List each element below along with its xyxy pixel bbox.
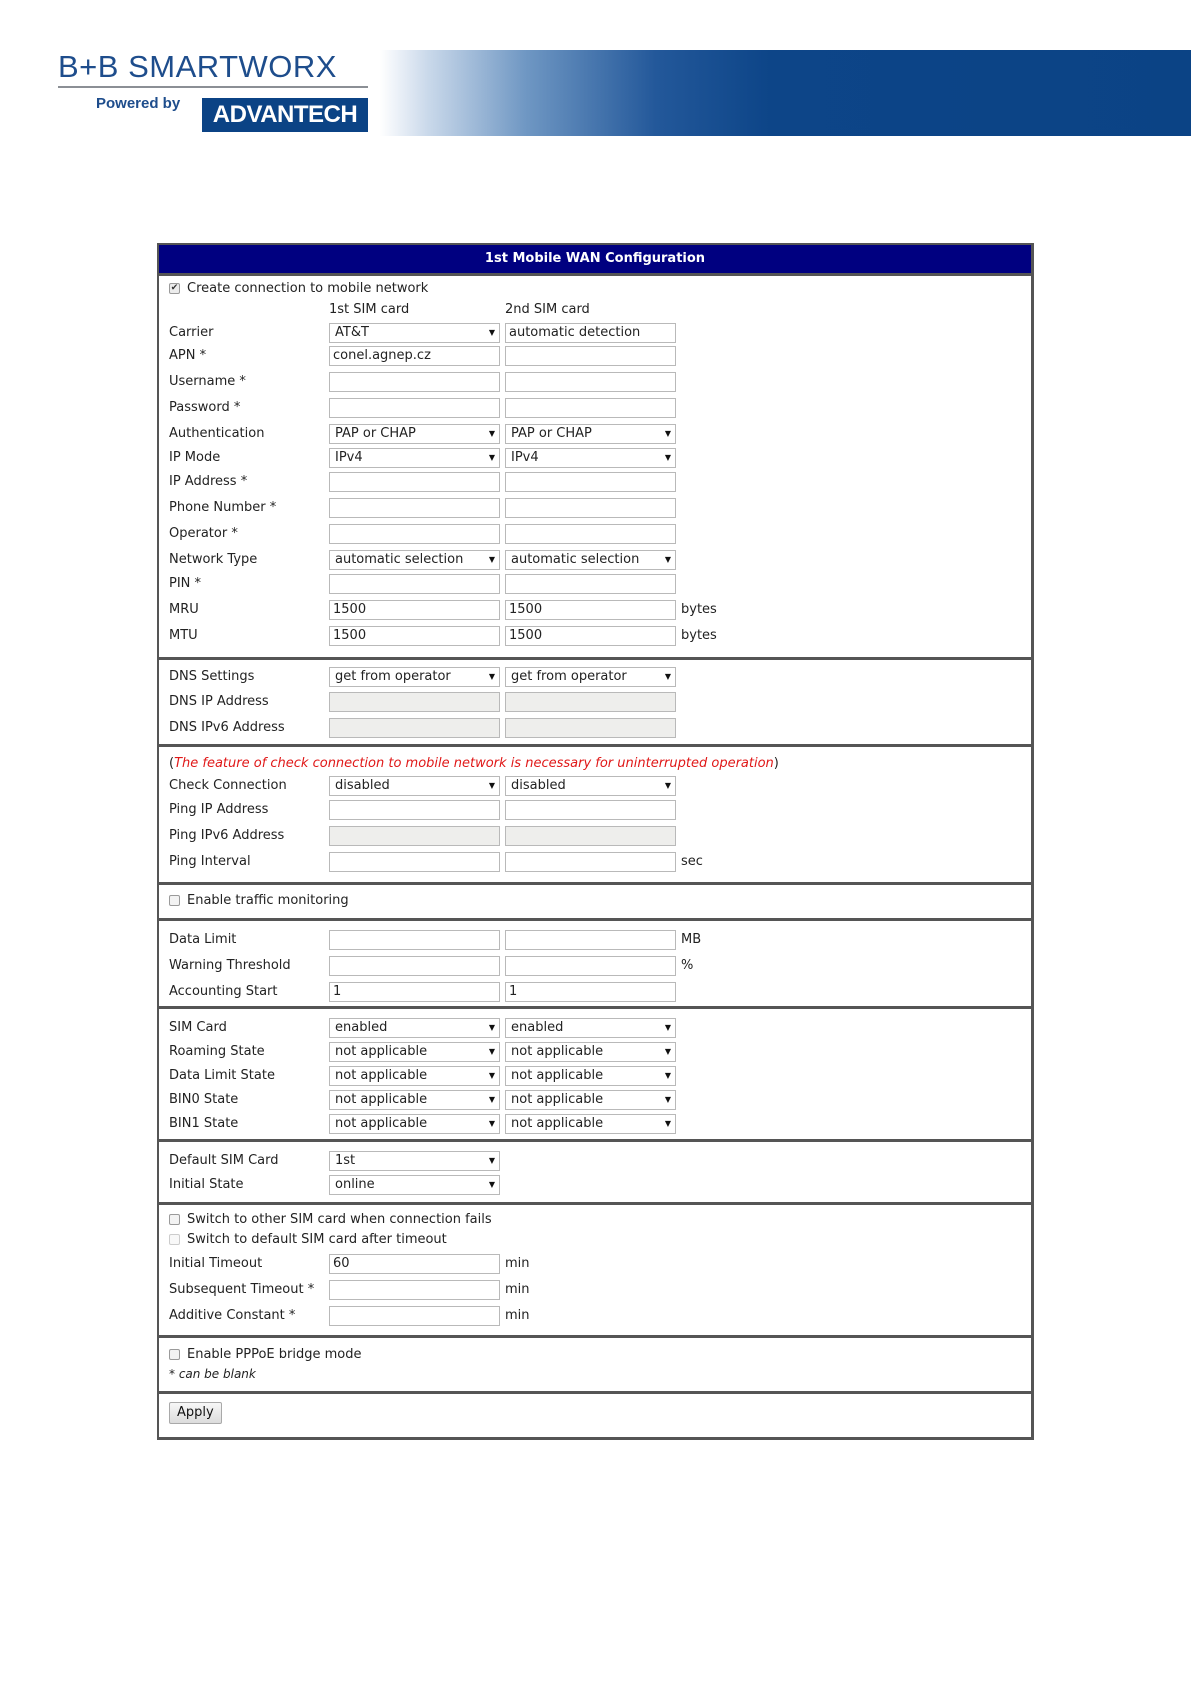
dns-ip-input-sim1[interactable] bbox=[329, 692, 500, 712]
data-limit-input-sim1[interactable] bbox=[329, 930, 500, 950]
switch-other-row bbox=[159, 1209, 1031, 1229]
dns-ip-label: DNS IP Address bbox=[169, 694, 269, 709]
dns-ipv6-label: DNS IPv6 Address bbox=[169, 720, 285, 735]
ping-interval-label: Ping Interval bbox=[169, 854, 251, 869]
subsequent-timeout-input[interactable] bbox=[329, 1280, 500, 1300]
roaming-state-select-sim2[interactable]: not applicable ▼ bbox=[505, 1042, 676, 1062]
row-subsequent-timeout bbox=[159, 1277, 1031, 1303]
ip-mode-select-sim1[interactable]: IPv4 ▼ bbox=[329, 448, 500, 468]
operator-input-sim2[interactable] bbox=[505, 524, 676, 544]
row-carrier bbox=[159, 320, 1031, 343]
row-pin bbox=[159, 571, 1031, 597]
create-connection-checkbox[interactable]: ✔ bbox=[170, 283, 179, 293]
row-ip-mode bbox=[159, 445, 1031, 469]
switch-other-label: Switch to other SIM card when connection fails bbox=[187, 1212, 492, 1227]
data-limit-label: Data Limit bbox=[169, 932, 237, 947]
phone-number-label: Phone Number * bbox=[169, 500, 277, 515]
check-connection-select-sim2[interactable]: disabled ▼ bbox=[505, 776, 676, 796]
blank-note: * can be blank bbox=[169, 1367, 256, 1381]
row-ping-interval bbox=[159, 849, 1031, 875]
network-type-select-sim1[interactable]: automatic selection ▼ bbox=[329, 550, 500, 570]
row-dns-ip bbox=[159, 689, 1031, 715]
row-data-limit bbox=[159, 927, 1031, 953]
carrier-select-sim2[interactable]: automatic detection bbox=[505, 323, 676, 343]
additive-constant-input[interactable] bbox=[329, 1306, 500, 1326]
data-limit-state-select-sim1[interactable]: not applicable ▼ bbox=[329, 1066, 500, 1086]
ping-ipv6-label: Ping IPv6 Address bbox=[169, 828, 285, 843]
row-ip-address bbox=[159, 469, 1031, 495]
check-connection-label: Check Connection bbox=[169, 778, 287, 793]
apn-label: APN * bbox=[169, 348, 207, 363]
mru-input-sim2[interactable]: 1500 bbox=[505, 600, 676, 620]
bin0-state-select-sim1[interactable]: not applicable ▼ bbox=[329, 1090, 500, 1110]
advantech-logo: ADVANTECH bbox=[202, 98, 368, 132]
warning-threshold-label: Warning Threshold bbox=[169, 958, 291, 973]
check-connection-warning: The feature of check connection to mobile network is necessary for uninterrupted operation bbox=[174, 756, 774, 771]
username-input-sim2[interactable] bbox=[505, 372, 676, 392]
sim-card-select-sim2[interactable]: enabled ▼ bbox=[505, 1018, 676, 1038]
authentication-select-sim2[interactable]: PAP or CHAP ▼ bbox=[505, 424, 676, 444]
traffic-monitoring-checkbox[interactable] bbox=[169, 895, 180, 906]
section-dns bbox=[159, 657, 1031, 744]
apply-button[interactable]: Apply bbox=[169, 1402, 222, 1424]
section-sim-states bbox=[159, 1006, 1031, 1139]
phone-number-input-sim1[interactable] bbox=[329, 498, 500, 518]
additive-constant-unit: min bbox=[505, 1308, 530, 1323]
row-dns-settings bbox=[159, 664, 1031, 689]
ip-mode-label: IP Mode bbox=[169, 450, 221, 465]
mru-label: MRU bbox=[169, 602, 199, 617]
ping-interval-unit: sec bbox=[681, 854, 703, 869]
create-connection-row bbox=[159, 276, 1031, 300]
dns-settings-select-sim1[interactable]: get from operator ▼ bbox=[329, 667, 500, 687]
initial-timeout-label: Initial Timeout bbox=[169, 1256, 263, 1271]
dns-ipv6-input-sim2[interactable] bbox=[505, 718, 676, 738]
bin0-state-select-sim2[interactable]: not applicable ▼ bbox=[505, 1090, 676, 1110]
ping-ipv6-input-sim1[interactable] bbox=[329, 826, 500, 846]
row-check-connection bbox=[159, 773, 1031, 797]
authentication-label: Authentication bbox=[169, 426, 265, 441]
row-initial-state bbox=[159, 1172, 1031, 1196]
mtu-label: MTU bbox=[169, 628, 198, 643]
password-input-sim1[interactable] bbox=[329, 398, 500, 418]
pppoe-row bbox=[159, 1344, 1031, 1366]
mru-unit: bytes bbox=[681, 602, 717, 617]
carrier-label: Carrier bbox=[169, 325, 214, 340]
initial-state-label: Initial State bbox=[169, 1177, 244, 1192]
mtu-input-sim1[interactable]: 1500 bbox=[329, 626, 500, 646]
accounting-start-input-sim2[interactable]: 1 bbox=[505, 982, 676, 1002]
data-limit-input-sim2[interactable] bbox=[505, 930, 676, 950]
sim-card-label: SIM Card bbox=[169, 1020, 227, 1035]
section-sim-switching bbox=[159, 1202, 1031, 1335]
data-limit-state-select-sim2[interactable]: not applicable ▼ bbox=[505, 1066, 676, 1086]
ip-address-input-sim1[interactable] bbox=[329, 472, 500, 492]
operator-input-sim1[interactable] bbox=[329, 524, 500, 544]
column-headers bbox=[159, 300, 1031, 320]
subsequent-timeout-label: Subsequent Timeout * bbox=[169, 1282, 315, 1297]
accounting-start-label: Accounting Start bbox=[169, 984, 278, 999]
accounting-start-input-sim1[interactable]: 1 bbox=[329, 982, 500, 1002]
header-banner bbox=[380, 50, 1191, 136]
initial-state-select[interactable]: online ▼ bbox=[329, 1175, 500, 1195]
warning-threshold-input-sim2[interactable] bbox=[505, 956, 676, 976]
create-connection-label: Create connection to mobile network bbox=[187, 281, 429, 296]
row-warning-threshold bbox=[159, 953, 1031, 979]
warning-threshold-unit: % bbox=[681, 958, 694, 973]
operator-label: Operator * bbox=[169, 526, 238, 541]
row-bin0-state bbox=[159, 1087, 1031, 1111]
traffic-monitoring-label: Enable traffic monitoring bbox=[187, 893, 349, 908]
ping-ip-label: Ping IP Address bbox=[169, 802, 269, 817]
ping-interval-input-sim1[interactable] bbox=[329, 852, 500, 872]
row-phone-number bbox=[159, 495, 1031, 521]
data-limit-state-label: Data Limit State bbox=[169, 1068, 275, 1083]
ip-mode-select-sim2[interactable]: IPv4 ▼ bbox=[505, 448, 676, 468]
dns-ip-input-sim2[interactable] bbox=[505, 692, 676, 712]
switch-default-checkbox[interactable] bbox=[169, 1234, 180, 1245]
ping-ip-input-sim1[interactable] bbox=[329, 800, 500, 820]
row-data-limit-state bbox=[159, 1063, 1031, 1087]
phone-number-input-sim2[interactable] bbox=[505, 498, 676, 518]
brand-logo bbox=[58, 50, 368, 136]
dns-settings-select-sim2[interactable]: get from operator ▼ bbox=[505, 667, 676, 687]
carrier-select-sim1[interactable]: AT&T ▼ bbox=[329, 323, 500, 343]
username-label: Username * bbox=[169, 374, 246, 389]
dns-ipv6-input-sim1[interactable] bbox=[329, 718, 500, 738]
switch-default-row bbox=[159, 1229, 1031, 1251]
powered-by-text: Powered by bbox=[96, 95, 181, 112]
check-connection-select-sim1[interactable]: disabled ▼ bbox=[329, 776, 500, 796]
additive-constant-label: Additive Constant * bbox=[169, 1308, 296, 1323]
col-header-sim1: 1st SIM card bbox=[329, 302, 410, 317]
row-network-type bbox=[159, 547, 1031, 571]
mobile-wan-config-panel bbox=[157, 243, 1034, 1440]
row-sim-card bbox=[159, 1015, 1031, 1039]
default-sim-label: Default SIM Card bbox=[169, 1153, 279, 1168]
ip-address-label: IP Address * bbox=[169, 474, 248, 489]
password-label: Password * bbox=[169, 400, 241, 415]
pin-label: PIN * bbox=[169, 576, 202, 591]
password-input-sim2[interactable] bbox=[505, 398, 676, 418]
row-bin1-state bbox=[159, 1111, 1031, 1135]
mtu-unit: bytes bbox=[681, 628, 717, 643]
data-limit-unit: MB bbox=[681, 932, 702, 947]
authentication-select-sim1[interactable]: PAP or CHAP ▼ bbox=[329, 424, 500, 444]
username-input-sim1[interactable] bbox=[329, 372, 500, 392]
row-authentication bbox=[159, 421, 1031, 445]
mru-input-sim1[interactable]: 1500 bbox=[329, 600, 500, 620]
mtu-input-sim2[interactable]: 1500 bbox=[505, 626, 676, 646]
ping-ip-input-sim2[interactable] bbox=[505, 800, 676, 820]
ping-interval-input-sim2[interactable] bbox=[505, 852, 676, 872]
section-sim-settings bbox=[159, 273, 1031, 657]
roaming-state-label: Roaming State bbox=[169, 1044, 265, 1059]
pin-input-sim2[interactable] bbox=[505, 574, 676, 594]
note-open-paren: ( bbox=[169, 756, 175, 771]
default-sim-select[interactable]: 1st ▼ bbox=[329, 1151, 500, 1171]
row-username bbox=[159, 369, 1031, 395]
network-type-label: Network Type bbox=[169, 552, 258, 567]
col-header-sim2: 2nd SIM card bbox=[505, 302, 590, 317]
pin-input-sim1[interactable] bbox=[329, 574, 500, 594]
bin1-state-label: BIN1 State bbox=[169, 1116, 239, 1131]
row-mru bbox=[159, 597, 1031, 623]
row-accounting-start bbox=[159, 979, 1031, 1005]
bin1-state-select-sim2[interactable]: not applicable ▼ bbox=[505, 1114, 676, 1134]
sim-card-select-sim1[interactable]: enabled ▼ bbox=[329, 1018, 500, 1038]
initial-timeout-unit: min bbox=[505, 1256, 530, 1271]
bin0-state-label: BIN0 State bbox=[169, 1092, 239, 1107]
section-check-connection bbox=[159, 744, 1031, 882]
panel-title: 1st Mobile WAN Configuration bbox=[159, 245, 1031, 273]
network-type-select-sim2[interactable]: automatic selection ▼ bbox=[505, 550, 676, 570]
row-password bbox=[159, 395, 1031, 421]
logo-wordmark: B+B SMARTWORX bbox=[58, 49, 337, 84]
bin1-state-select-sim1[interactable]: not applicable ▼ bbox=[329, 1114, 500, 1134]
apn-input-sim1[interactable]: conel.agnep.cz bbox=[329, 346, 500, 366]
check-connection-note bbox=[159, 751, 1031, 773]
pppoe-label: Enable PPPoE bridge mode bbox=[187, 1347, 362, 1362]
ip-address-input-sim2[interactable] bbox=[505, 472, 676, 492]
apn-input-sim2[interactable] bbox=[505, 346, 676, 366]
roaming-state-select-sim1[interactable]: not applicable ▼ bbox=[329, 1042, 500, 1062]
traffic-monitoring-row bbox=[159, 885, 1031, 915]
switch-other-checkbox[interactable] bbox=[169, 1214, 180, 1225]
section-traffic-monitoring bbox=[159, 882, 1031, 918]
row-apn bbox=[159, 343, 1031, 369]
row-roaming-state bbox=[159, 1039, 1031, 1063]
section-data-limits bbox=[159, 918, 1031, 1006]
logo-divider bbox=[58, 86, 368, 88]
note-close-paren: ) bbox=[773, 756, 779, 771]
subsequent-timeout-unit: min bbox=[505, 1282, 530, 1297]
blank-note-row bbox=[159, 1366, 1031, 1386]
dns-settings-label: DNS Settings bbox=[169, 669, 255, 684]
row-operator bbox=[159, 521, 1031, 547]
pppoe-checkbox[interactable] bbox=[169, 1349, 180, 1360]
warning-threshold-input-sim1[interactable] bbox=[329, 956, 500, 976]
row-initial-timeout bbox=[159, 1251, 1031, 1277]
row-mtu bbox=[159, 623, 1031, 649]
row-ping-ipv6 bbox=[159, 823, 1031, 849]
initial-timeout-input[interactable]: 60 bbox=[329, 1254, 500, 1274]
switch-default-label: Switch to default SIM card after timeout bbox=[187, 1232, 447, 1247]
row-dns-ipv6 bbox=[159, 715, 1031, 741]
section-default-sim bbox=[159, 1139, 1031, 1202]
ping-ipv6-input-sim2[interactable] bbox=[505, 826, 676, 846]
row-ping-ip bbox=[159, 797, 1031, 823]
section-pppoe bbox=[159, 1335, 1031, 1391]
row-default-sim bbox=[159, 1148, 1031, 1172]
row-additive-constant bbox=[159, 1303, 1031, 1329]
section-actions bbox=[159, 1391, 1031, 1432]
